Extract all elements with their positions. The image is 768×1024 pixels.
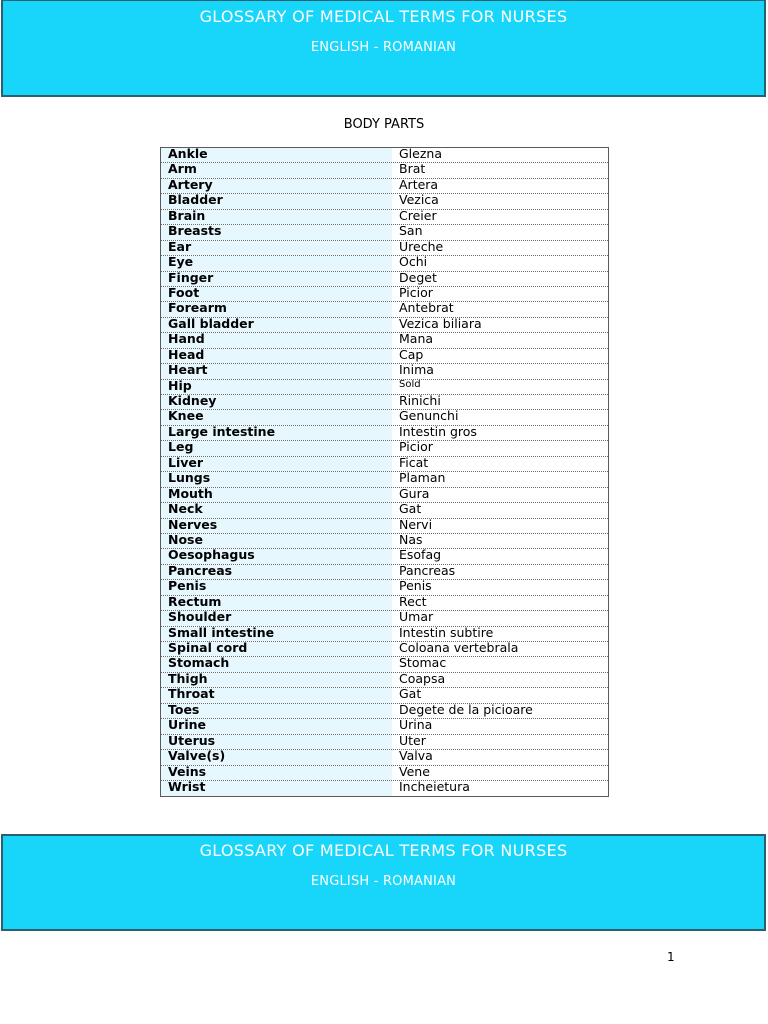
table-row <box>161 565 608 580</box>
romanian-term: Esofag <box>399 549 442 563</box>
table-row <box>161 534 608 549</box>
english-term: Wrist <box>161 781 392 796</box>
table-row <box>161 704 608 719</box>
english-term: Artery <box>161 179 392 193</box>
english-term: Bladder <box>161 194 392 208</box>
romanian-term: Valva <box>399 750 433 764</box>
english-term: Oesophagus <box>161 549 392 563</box>
english-term: Shoulder <box>161 611 392 625</box>
romanian-term: Mana <box>399 333 434 347</box>
table-row <box>161 472 608 487</box>
table-row <box>161 688 608 703</box>
english-term: Liver <box>161 457 392 471</box>
table-row <box>161 225 608 240</box>
english-term: Toes <box>161 704 392 718</box>
english-term: Mouth <box>161 488 392 502</box>
romanian-term: Uter <box>399 734 426 748</box>
romanian-term: Nas <box>399 533 423 547</box>
table-row <box>161 148 608 163</box>
english-term: Hip <box>161 380 392 394</box>
table-row <box>161 596 608 611</box>
english-term: Neck <box>161 503 392 517</box>
english-term: Gall bladder <box>161 318 392 332</box>
table-row <box>161 333 608 348</box>
header-subtitle: ENGLISH - ROMANIAN <box>310 40 457 55</box>
english-term: Small intestine <box>161 627 392 641</box>
table-row <box>161 395 608 410</box>
table-row <box>161 241 608 256</box>
romanian-term: Intestin subtire <box>399 626 494 640</box>
english-term: Heart <box>161 364 392 378</box>
romanian-term: Incheietura <box>399 780 470 794</box>
romanian-term: Intestin gros <box>399 425 477 439</box>
english-term: Arm <box>161 163 392 177</box>
table-row <box>161 657 608 672</box>
english-term: Nerves <box>161 519 392 533</box>
romanian-term: Glezna <box>399 148 442 161</box>
table-row <box>161 272 608 287</box>
table-row <box>161 766 608 781</box>
english-term: Thigh <box>161 673 392 687</box>
romanian-term: Gat <box>399 688 422 702</box>
header-banner <box>1 0 766 97</box>
table-row <box>161 719 608 734</box>
glossary-table <box>160 147 609 797</box>
romanian-term: Urina <box>399 719 433 733</box>
table-row <box>161 426 608 441</box>
table-row <box>161 611 608 626</box>
english-term: Ear <box>161 241 392 255</box>
table-row <box>161 380 608 395</box>
english-term: Breasts <box>161 225 392 239</box>
romanian-term: Antebrat <box>399 302 454 316</box>
footer-title: GLOSSARY OF MEDICAL TERMS FOR NURSES <box>199 841 568 860</box>
english-term: Lungs <box>161 472 392 486</box>
romanian-term: Umar <box>399 611 434 625</box>
romanian-term: Nervi <box>399 518 433 532</box>
english-term: Head <box>161 349 392 363</box>
romanian-term: Penis <box>399 580 432 594</box>
english-term: Foot <box>161 287 392 301</box>
table-row <box>161 210 608 225</box>
table-row <box>161 349 608 364</box>
romanian-term: Vene <box>399 765 430 779</box>
english-term: Pancreas <box>161 565 392 579</box>
english-term: Spinal cord <box>161 642 392 656</box>
english-term: Leg <box>161 441 392 455</box>
table-row <box>161 163 608 178</box>
romanian-term: Rect <box>399 595 427 609</box>
romanian-term: Vezica <box>399 194 439 208</box>
table-row <box>161 735 608 750</box>
table-row <box>161 627 608 642</box>
table-row <box>161 519 608 534</box>
romanian-term: Coapsa <box>399 672 446 686</box>
footer-subtitle: ENGLISH - ROMANIAN <box>310 874 457 889</box>
table-row <box>161 580 608 595</box>
romanian-term: Ochi <box>399 256 428 270</box>
english-term: Rectum <box>161 596 392 610</box>
romanian-term: Sold <box>399 379 421 390</box>
romanian-term: Deget <box>399 271 437 285</box>
romanian-term: Ureche <box>399 240 444 254</box>
table-row <box>161 287 608 302</box>
romanian-term: Pancreas <box>399 564 456 578</box>
romanian-term: Picior <box>399 286 433 300</box>
table-row <box>161 318 608 333</box>
english-term: Brain <box>161 210 392 224</box>
romanian-term: Gat <box>399 503 422 517</box>
header-title: GLOSSARY OF MEDICAL TERMS FOR NURSES <box>199 7 568 26</box>
english-term: Kidney <box>161 395 392 409</box>
romanian-term: Coloana vertebrala <box>399 642 519 655</box>
romanian-term: Plaman <box>399 472 446 486</box>
table-row <box>161 457 608 472</box>
english-term: Hand <box>161 333 392 347</box>
table-row <box>161 488 608 503</box>
english-term: Penis <box>161 580 392 594</box>
table-row <box>161 179 608 194</box>
table-row <box>161 441 608 456</box>
romanian-term: Artera <box>399 178 439 192</box>
romanian-term: Cap <box>399 348 424 362</box>
section-title: BODY PARTS <box>343 117 425 132</box>
romanian-term: Vezica biliara <box>399 317 482 331</box>
english-term: Finger <box>161 272 392 286</box>
table-row <box>161 410 608 425</box>
romanian-term: Creier <box>399 209 437 223</box>
romanian-term: Brat <box>399 163 426 177</box>
table-row <box>161 549 608 564</box>
table-row <box>161 673 608 688</box>
english-term: Stomach <box>161 657 392 671</box>
english-term: Uterus <box>161 735 392 749</box>
english-term: Knee <box>161 410 392 424</box>
table-row <box>161 781 608 796</box>
romanian-term: San <box>399 225 423 239</box>
romanian-term: Gura <box>399 487 430 501</box>
romanian-term: Inima <box>399 364 434 378</box>
romanian-term: Ficat <box>399 456 429 470</box>
table-row <box>161 364 608 379</box>
english-term: Urine <box>161 719 392 733</box>
english-term: Eye <box>161 256 392 270</box>
table-row <box>161 256 608 271</box>
romanian-term: Picior <box>399 441 433 455</box>
romanian-term: Stomac <box>399 657 447 671</box>
english-term: Veins <box>161 766 392 780</box>
footer-banner <box>1 834 766 931</box>
romanian-term: Rinichi <box>399 395 441 408</box>
table-row <box>161 503 608 518</box>
english-term: Large intestine <box>161 426 392 440</box>
table-row <box>161 302 608 317</box>
english-term: Ankle <box>161 148 392 162</box>
table-row <box>161 750 608 765</box>
romanian-term: Genunchi <box>399 410 459 424</box>
english-term: Valve(s) <box>161 750 392 764</box>
table-row <box>161 194 608 209</box>
page-number: 1 <box>667 950 675 964</box>
table-row <box>161 642 608 657</box>
english-term: Forearm <box>161 302 392 316</box>
english-term: Nose <box>161 534 392 548</box>
english-term: Throat <box>161 688 392 702</box>
romanian-term: Degete de la picioare <box>399 703 533 717</box>
